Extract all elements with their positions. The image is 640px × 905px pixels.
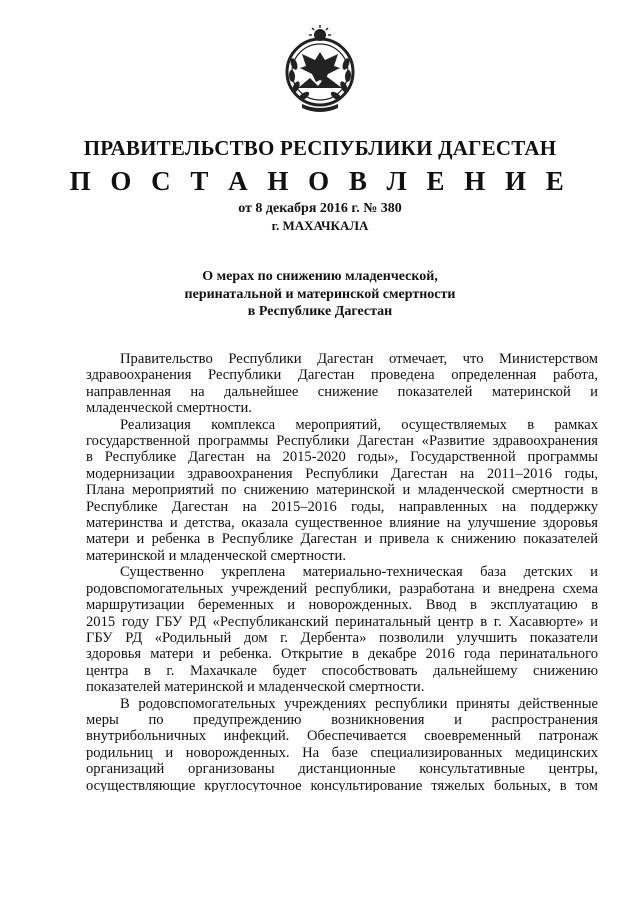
text-line: Реализация комплекса мероприятий, осуществляемых в рамках (120, 416, 598, 433)
document-body (86, 351, 598, 792)
text-line: маршрутизации беременных и новорожденных. Ввод в эксплуатацию в (86, 597, 598, 614)
text-line: модернизации здравоохранения Республики Дагестан на 2011–2016 годы, (86, 465, 598, 482)
text-line: материнской и младенческой смертности. (86, 547, 346, 564)
subject-line: в Республике Дагестан (247, 304, 393, 319)
text-line: здравоохранения Республики Дагестан проведена определенная работа, (86, 367, 598, 384)
text-line: Существенно укреплена материально-техническая база детских и (120, 564, 598, 581)
text-line: внутрибольничных инфекций. Обеспечивается своевременный патронаж (86, 728, 598, 745)
document-type-heading: П О С Т А Н О В Л Е Н И Е (69, 166, 571, 196)
government-title: ПРАВИТЕЛЬСТВО РЕСПУБЛИКИ ДАГЕСТАН (83, 136, 557, 160)
document-subject (120, 268, 520, 321)
text-line: Плана мероприятий по снижению материнской и младенческой смертности в (86, 482, 598, 499)
text-line: меры по предупреждению возникновения и распространения (86, 711, 598, 728)
text-line: центра в г. Махачкале будет способствовать дальнейшему снижению (86, 662, 598, 679)
text-line: родильниц и новорожденных. На базе специализированных медицинских (86, 744, 598, 761)
text-line: здоровья матери и ребенка. Открытие в декабре 2016 года перинатального (86, 646, 598, 663)
text-line: показателей материнской и младенческой смертности. (86, 679, 425, 696)
subject-line: О мерах по снижению младенческой, (202, 269, 438, 284)
text-line: материнства и детства, оказала существенное влияние на улучшение здоровья (86, 515, 598, 532)
text-line: организаций организованы дистанционные консультативные центры, (86, 761, 598, 778)
paragraph (86, 351, 598, 417)
subject-line: перинатальной и материнской смертности (184, 286, 456, 302)
text-line: младенческой смертности. (86, 400, 252, 417)
text-line: направленная на дальнейшее снижение показателей материнской и (86, 383, 598, 400)
text-line: в Республике Дагестан на 2015-2020 годы», Государственной программы (86, 449, 598, 466)
paragraph (86, 696, 598, 792)
text-line: Республике Дагестан на 2015–2016 годы, направленных на поддержку (86, 498, 598, 515)
text-line: государственной программы Республики Дагестан «Развитие здравоохранения (86, 433, 598, 450)
paragraph (86, 564, 598, 695)
text-line: осуществляющие круглосуточное консультирование тяжелых больных, в том (86, 777, 598, 792)
text-line: Правительство Республики Дагестан отмечает, что Министерством (120, 351, 598, 367)
text-line: В родовспомогательных учреждениях республики приняты действенные (120, 695, 598, 712)
document-date-number: от 8 декабря 2016 г. № 380 (238, 201, 402, 216)
document-city: г. МАХАЧКАЛА (271, 218, 369, 233)
text-line: 2015 году ГБУ РД «Республиканский перинатальный центр в г. Хасавюрте» и (86, 613, 598, 630)
text-line: ГБУ РД «Родильный дом г. Дербента» позволили улучшить показатели (86, 629, 598, 646)
dagestan-coat-of-arms-emblem (282, 24, 358, 116)
text-line: матери и ребенка в Республике Дагестан и привела к снижению показателей (86, 531, 598, 548)
paragraph (86, 417, 598, 565)
text-line: родовспомогательных учреждений республики, разработана и внедрена схема (86, 580, 598, 597)
